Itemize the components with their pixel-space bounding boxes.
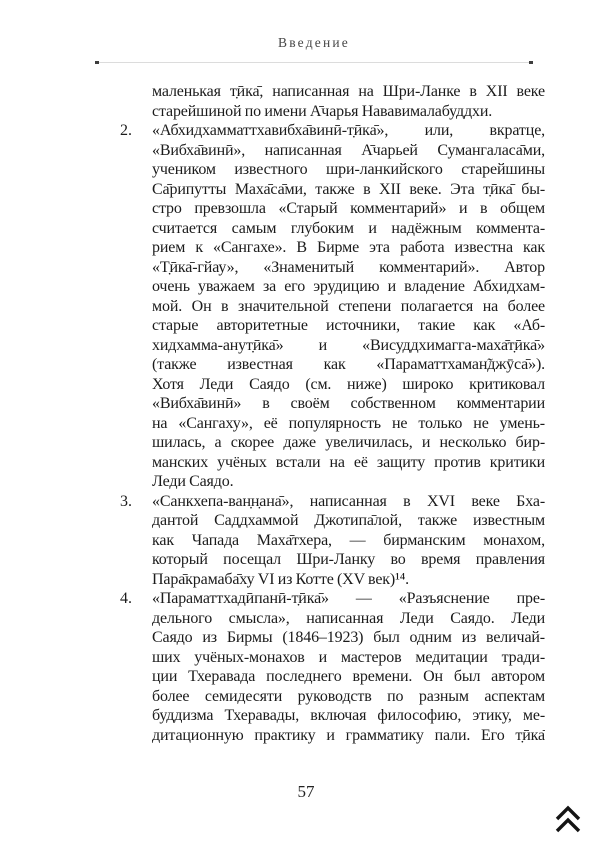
list-number: 4. (120, 590, 132, 607)
text-line: дельного смысла», написанная Леди Саядо. Леди (152, 609, 545, 627)
page-number: 57 (297, 782, 315, 801)
text-line: «Вибха̄винӣ» в своём собственном комментарии (152, 395, 545, 412)
text-line: ции Тхеравада последнего времени. Он был автором (152, 668, 545, 685)
list-number: 3. (120, 492, 132, 510)
list-item (120, 492, 545, 590)
text-line: «Вибха̄винӣ», написанная А̄чарьей Сумангаласа̄ми, (152, 141, 545, 159)
header-rule (96, 62, 532, 63)
text-line: дантой Саддхаммой Джотипа̄лой, также известным (152, 512, 545, 529)
text-line: очень уважаем за его эрудицию и владение Абхидхам- (152, 278, 545, 295)
text-line: Леди Саядо. (152, 473, 234, 490)
text-line: как Чапада Маха̄тхера, — бирманским монахом, (152, 531, 545, 549)
text-line: на «Сангаху», её популярность не только не умень- (152, 414, 545, 432)
text-block (120, 82, 545, 745)
text-line: старые авторитетные источники, такие как «Аб- (152, 317, 545, 334)
text-line: считается самым глубоким и надёжным коммента- (152, 219, 545, 237)
text-line: старейшиной по имени А̄чарья Нававималабуддхи. (152, 102, 493, 120)
text-line: манских учёных встали на её защиту против критики (152, 453, 545, 471)
text-line: «Т̣ӣка̄-гйау», «Знаменитый комментарий». Автор (152, 258, 545, 276)
chevron-double-up-icon (553, 804, 583, 838)
text-line: Са̄рипутты Маха̄са̄ми, также в XII веке. Эта т̣ӣка̄ бы- (152, 180, 545, 198)
text-line: стро превзошла «Старый комментарий» и в общем (152, 200, 545, 217)
text-line: (также известная как «Параматтхаман̃джӯса̄»). (152, 356, 545, 373)
text-line: шилась, а скорее даже увеличилась, и несколько бир- (152, 434, 545, 451)
text-line: маленькая т̣ӣка̄, написанная на Шри-Ланке в XII веке (152, 83, 545, 100)
list-item (120, 82, 545, 121)
text-line: хидхамма-анут̣ӣка̄» и «Висуддхимагга-маха̄т̣ӣка̄» (152, 336, 545, 354)
rule-end-mark (529, 61, 533, 64)
list-number: 2. (120, 122, 132, 139)
text-line: который посещал Шри-Ланку во время правления (152, 551, 545, 568)
text-line: ших учёных-монахов и мастеров медитации тради- (152, 648, 545, 666)
text-line: более семидесяти руководств по разным аспектам (152, 687, 545, 705)
text-line: «Абхидхамматтхавибха̄винӣ-т̣ӣка̄», или, вкратце, (152, 122, 545, 139)
text-line: Пара̄крамаба̄ху VI из Котте (XV век)¹⁴. (152, 570, 410, 588)
text-line: «Санкхепа-ван̣н̣ана̄», написанная в XVI веке Бха- (152, 492, 545, 510)
text-line: дитационную практику и грамматику пали. Его т̣ӣка̄ (152, 726, 545, 744)
chapter-header: Введение (277, 35, 350, 50)
scroll-to-top-button[interactable] (551, 802, 585, 840)
rule-end-mark (95, 61, 99, 64)
text-line: Хотя Леди Саядо (см. ниже) широко критиковал (152, 375, 545, 393)
text-line: мой. Он в значительной степени полагается на более (152, 297, 545, 315)
text-line: учеником известного шри-ланкийского старейшины (152, 161, 545, 178)
text-line: Саядо из Бирмы (1846–1923) был одним из величай- (152, 629, 545, 646)
text-line: «Параматтхадӣпанӣ-т̣ӣка̄» — «Разъяснение пре- (152, 590, 545, 607)
list-item (120, 121, 545, 492)
text-line: рием к «Сангахе». В Бирме эта работа известна как (152, 239, 545, 256)
text-line: буддизма Тхеравады, включая философию, этику, ме- (152, 707, 545, 724)
list-item (120, 589, 545, 745)
